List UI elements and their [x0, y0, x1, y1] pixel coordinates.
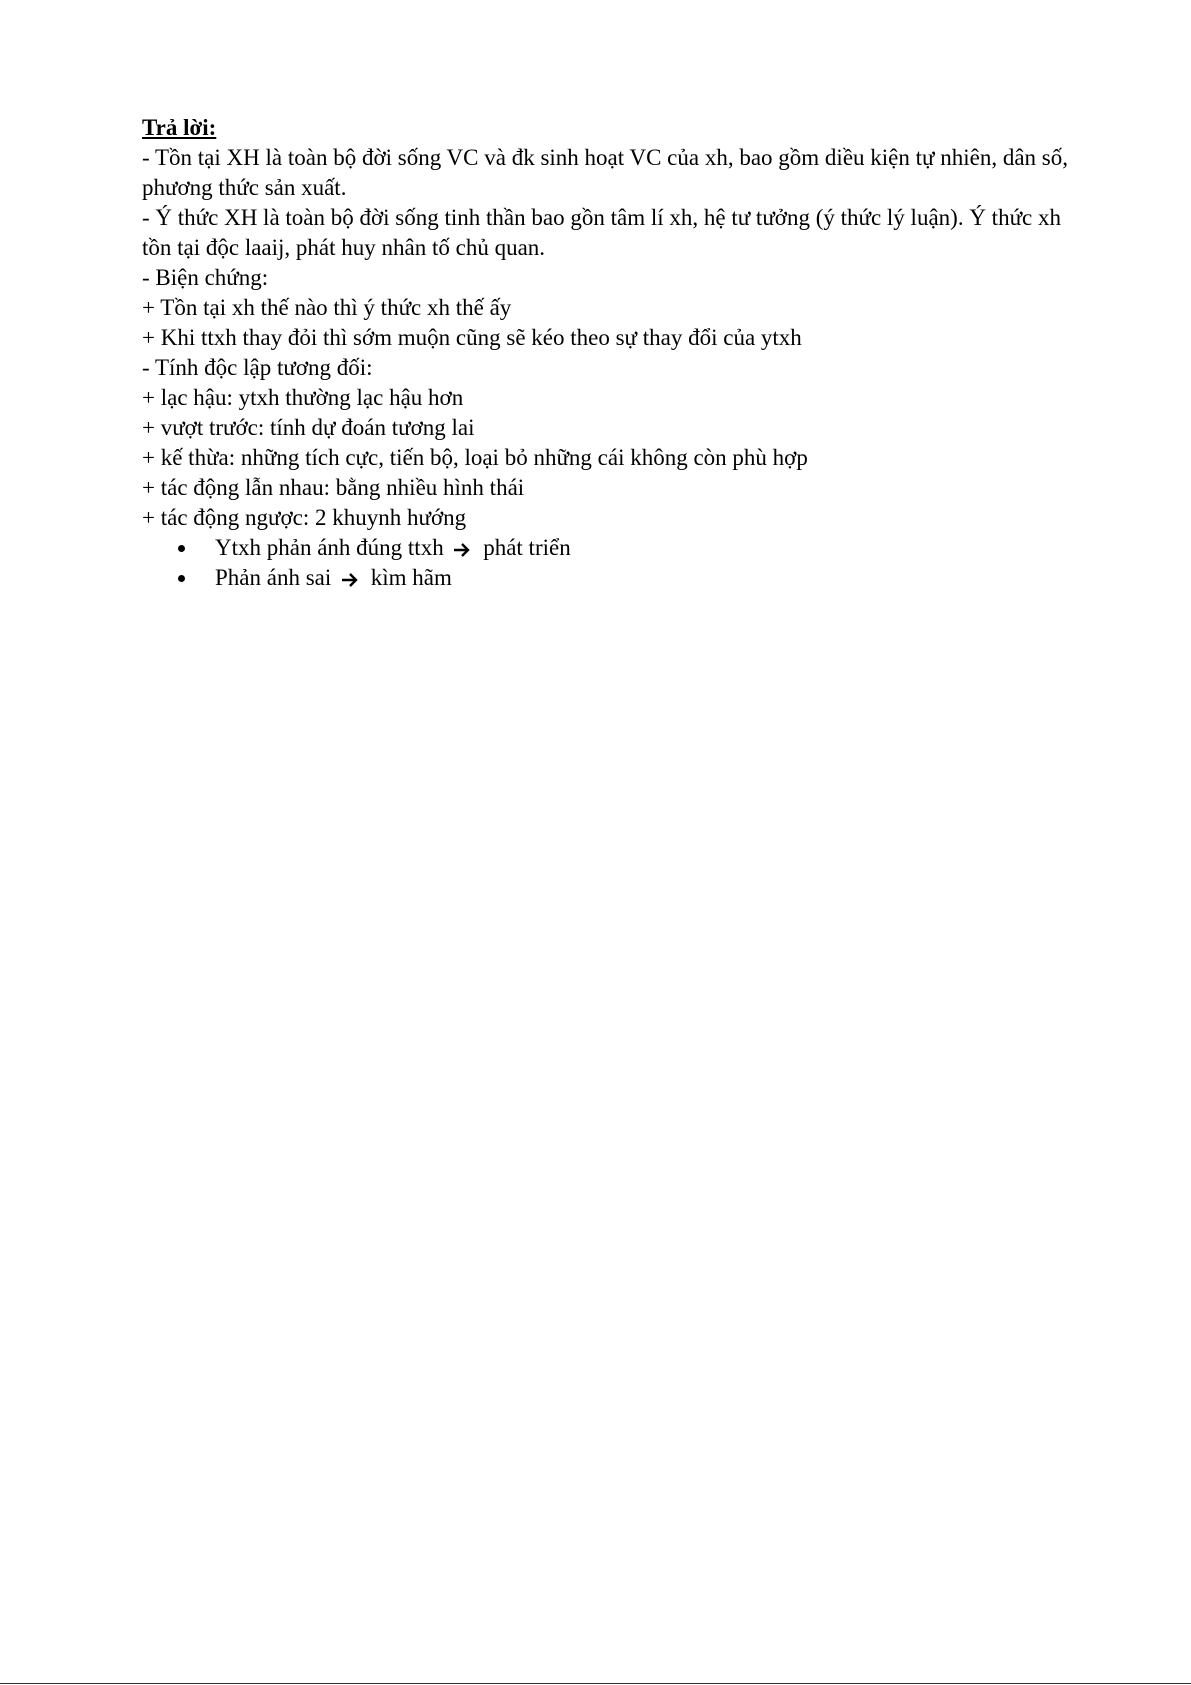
bullet-dot-icon: [178, 545, 185, 552]
bullet-dot-icon: [178, 575, 185, 582]
paragraph-line: + tác động lẫn nhau: bằng nhiều hình thái: [142, 475, 525, 500]
paragraph-line: + tác động ngược: 2 khuynh hướng: [142, 505, 467, 530]
paragraph-line: + Tồn tại xh thế nào thì ý thức xh thế ấy: [142, 295, 512, 320]
list-item: [142, 563, 1082, 593]
bullet-list: [142, 533, 1082, 593]
bullet-text-before: Phản ánh sai: [215, 565, 332, 590]
paragraph-line: + vượt trước: tính dự đoán tương lai: [142, 415, 475, 440]
document-body: [142, 113, 1082, 593]
answer-heading: Trả lời:: [142, 115, 217, 140]
page-bottom-divider: [0, 1683, 1191, 1684]
paragraph-line: + kế thừa: những tích cực, tiến bộ, loại bỏ những cái không còn phù hợp: [142, 445, 808, 470]
right-arrow-icon: [453, 542, 471, 558]
paragraph-line: - Biện chứng:: [142, 265, 269, 290]
bullet-text-after: kìm hãm: [370, 565, 452, 590]
paragraph-line: + lạc hậu: ytxh thường lạc hậu hơn: [142, 385, 464, 410]
right-arrow-icon: [341, 572, 359, 588]
paragraph-line: - Ý thức XH là toàn bộ đời sống tinh thần bao gồn tâm lí xh, hệ tư tưởng (ý thức lý luận). Ý thức xh tồn tại độc laaij, phát huy nhân tố chủ quan.: [142, 205, 1061, 260]
bullet-text-after: phát triển: [483, 535, 571, 560]
bullet-text-before: Ytxh phản ánh đúng ttxh: [215, 535, 444, 560]
paragraph-line: - Tồn tại XH là toàn bộ đời sống VC và đk sinh hoạt VC của xh, bao gồm diều kiện tự nhiên, dân số, phương thức sản xuất.: [142, 145, 1068, 200]
paragraph-line: - Tính độc lập tương đối:: [142, 355, 373, 380]
paragraph-line: + Khi ttxh thay đỏi thì sớm muộn cũng sẽ kéo theo sự thay đổi của ytxh: [142, 325, 802, 350]
list-item: [142, 533, 1082, 563]
